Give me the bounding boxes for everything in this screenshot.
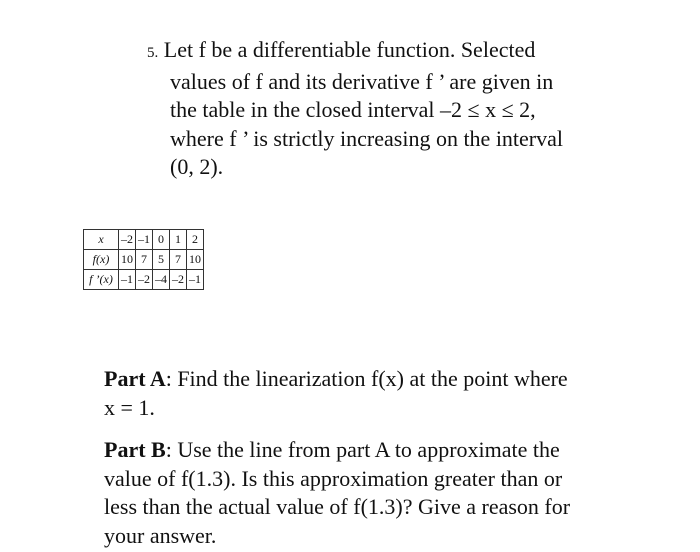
- table-cell: 10: [187, 250, 204, 270]
- values-table: [83, 229, 204, 290]
- table-cell: 7: [170, 250, 187, 270]
- table-header-cell: –2: [119, 230, 136, 250]
- table-header-cell: 1: [170, 230, 187, 250]
- table-cell: 10: [119, 250, 136, 270]
- part-a-line-2: x = 1.: [104, 394, 155, 420]
- part-b-label: Part B: [104, 437, 166, 462]
- table-row-f-prime: [84, 270, 204, 290]
- table-row-label: f ’(x): [84, 270, 119, 290]
- problem-line-4: where f ’ is strictly increasing on the interval: [170, 125, 564, 151]
- part-b-line-2: value of f(1.3). Is this approximation greater than or: [104, 465, 563, 491]
- problem-line-2: values of f and its derivative f ’ are given in: [170, 68, 554, 94]
- table-row-f: [84, 250, 204, 270]
- table-header-cell: x: [84, 230, 119, 250]
- table-cell: 7: [136, 250, 153, 270]
- part-b-line-4: your answer.: [104, 522, 217, 548]
- table-cell: 5: [153, 250, 170, 270]
- table-header-cell: –1: [136, 230, 153, 250]
- table-header-row: [84, 230, 204, 250]
- problem-text-1: Let f be a differentiable function. Selected: [163, 37, 536, 62]
- table-row-label: f(x): [84, 250, 119, 270]
- table-cell: –2: [136, 270, 153, 290]
- table-header-cell: 0: [153, 230, 170, 250]
- part-b-text-1: : Use the line from part A to approximate the: [165, 437, 560, 462]
- problem-line-3: the table in the closed interval –2 ≤ x ≤ 2,: [170, 97, 536, 122]
- part-b-line-1: [104, 436, 664, 465]
- part-a-label: Part A: [104, 366, 166, 391]
- table-cell: –1: [119, 270, 136, 290]
- problem-number: 5.: [147, 45, 159, 61]
- table-cell: –2: [170, 270, 187, 290]
- problem-statement: [147, 36, 617, 182]
- problem-line-1: [147, 36, 617, 68]
- table-header-cell: 2: [187, 230, 204, 250]
- part-a-line-1: [104, 365, 664, 394]
- part-b-line-3: less than the actual value of f(1.3)? Give a reason for: [104, 494, 571, 519]
- table-cell: –1: [187, 270, 204, 290]
- problem-line-5: (0, 2).: [170, 154, 224, 179]
- part-a-text-1: : Find the linearization f(x) at the point where: [165, 366, 568, 391]
- table-cell: –4: [153, 270, 170, 290]
- parts-section: [104, 365, 664, 550]
